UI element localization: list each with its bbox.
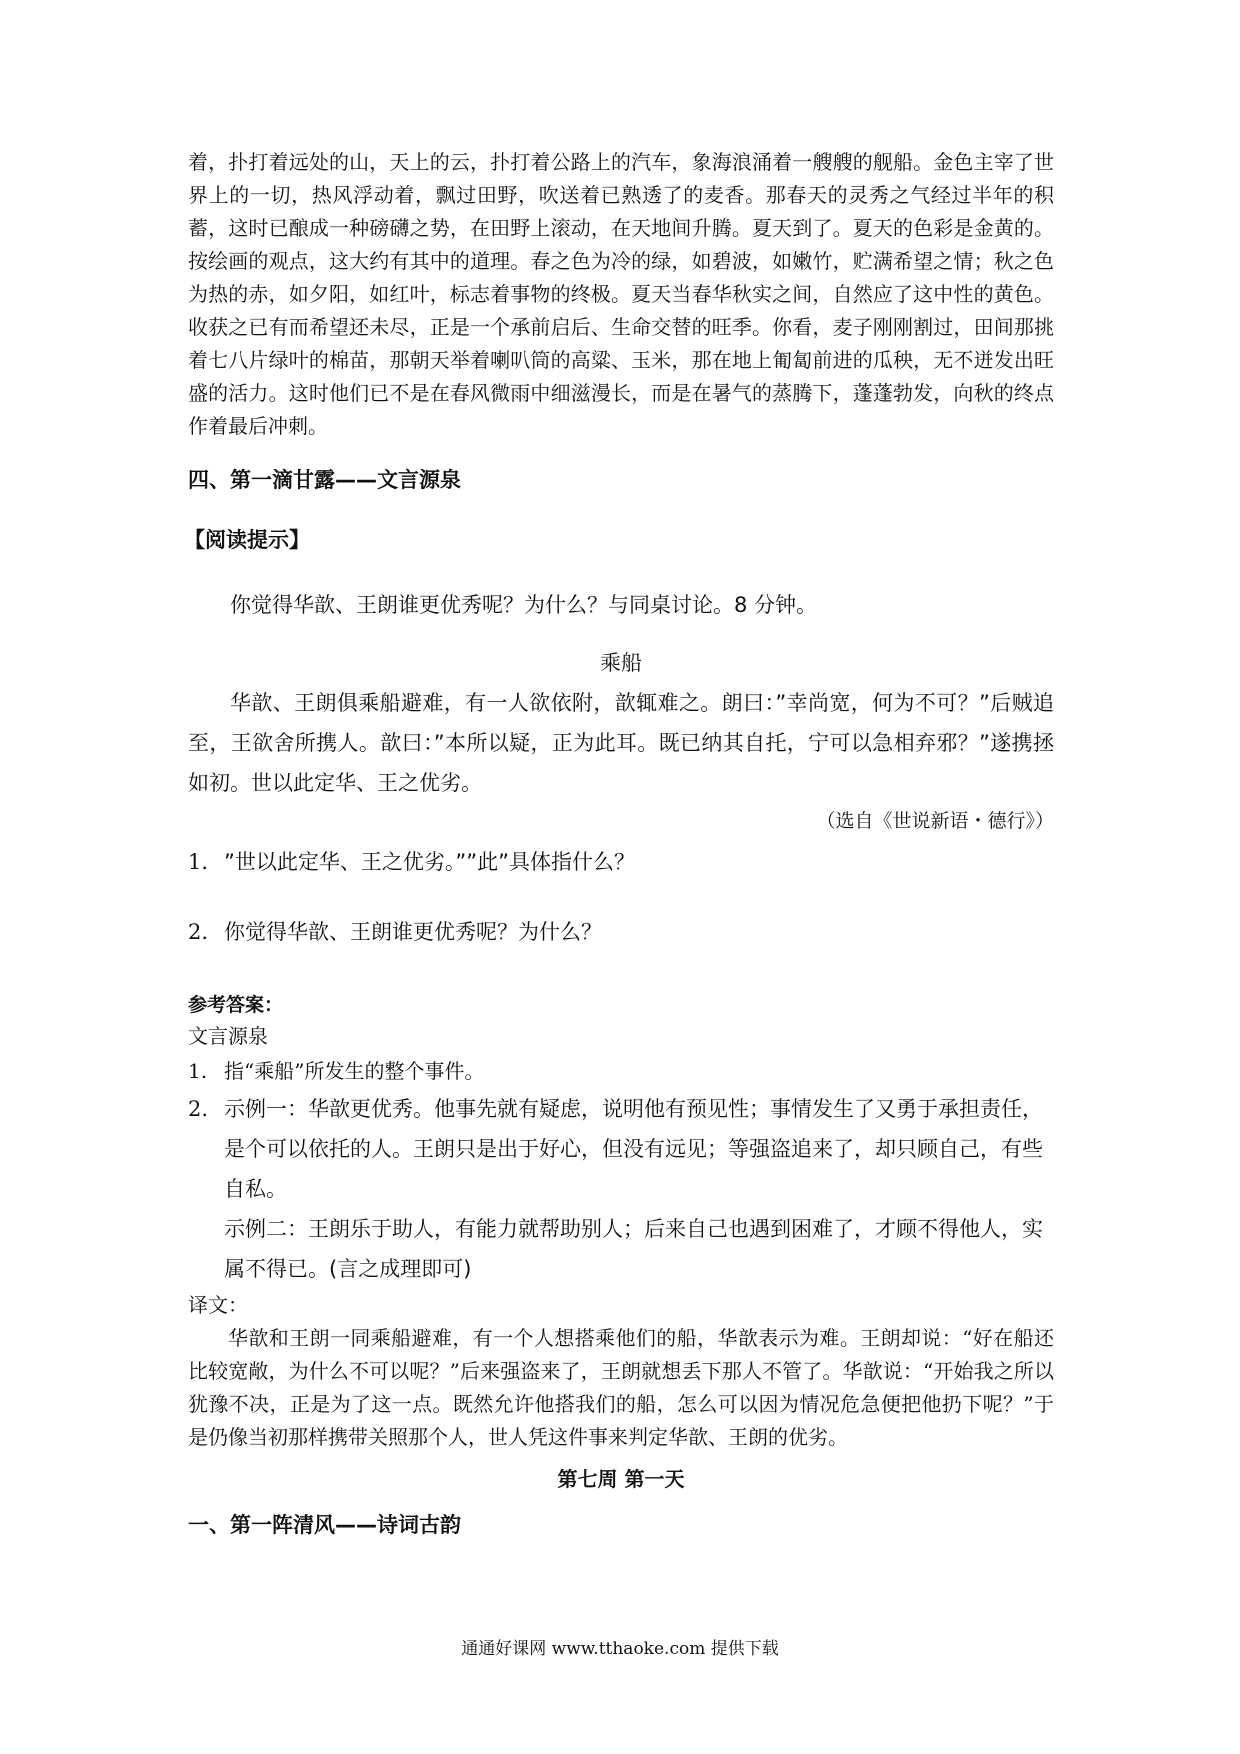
document-page — [184, 146, 1054, 1540]
answer-text: 示例一：华歆更优秀。他事先就有疑虑，说明他有预见性；事情发生了又勇于承担责任，是个可以依托的人。王朗只是出于好心，但没有远见；等强盗追来了，却只顾自己，有些自私。 — [224, 1097, 1043, 1201]
question-number: 1. — [188, 850, 209, 874]
answers-heading: 参考答案： — [188, 994, 284, 1016]
passage-text: 华歆、王朗俱乘船避难，有一人欲依附，歆辄难之。朗曰：”幸尚宽，何为不可？”后贼追至，王欲舍所携人。歆曰：”本所以疑，正为此耳。既已纳其自托，宁可以急相弃邪？”遂携拯如初。世以此定华、王之优劣。 — [188, 691, 1054, 795]
question-text: 你觉得华歆、王朗谁更优秀呢？为什么？ — [224, 920, 602, 944]
answer-item — [188, 1089, 1054, 1209]
passage-source: （选自《世说新语・德行》） — [816, 810, 1054, 832]
translation-label: 译文： — [188, 1293, 248, 1317]
reading-tip-text: 你觉得华歆、王朗谁更优秀呢？为什么？与同桌讨论。8 分钟。 — [230, 593, 818, 617]
answer-number: 2. — [188, 1097, 209, 1121]
answer-item — [188, 1053, 1054, 1089]
answers-subheading: 文言源泉 — [188, 1024, 268, 1048]
answer-example-two: 示例二：王朗乐于助人，有能力就帮助别人；后来自己也遇到困难了，才顾不得他人，实属不得已。(言之成理即可) — [224, 1217, 1043, 1281]
translation-text: 华歆和王朗一同乘船避难，有一个人想搭乘他们的船，华歆表示为难。王朗却说：“好在船还比较宽敞，为什么不可以呢？”后来强盗来了，王朗就想丢下那人不管了。华歆说：“开始我之所以犹豫不决，正是为了这一点。既然允许他搭我们的船，怎么可以因为情况危急便把他扔下呢？”于是仍像当初那样携带关照那个人，世人凭这件事来判定华歆、王朗的优劣。 — [188, 1326, 1054, 1449]
question-list — [188, 842, 1054, 952]
question-number: 2. — [188, 920, 209, 944]
question-item — [188, 912, 1054, 952]
question-item — [188, 842, 1054, 882]
page-footer: 通通好课网 www.tthaoke.com 提供下载 — [461, 1639, 779, 1659]
answer-text: 指“乘船”所发生的整个事件。 — [224, 1059, 485, 1083]
answer-number: 1. — [188, 1059, 208, 1083]
question-text: ”世以此定华、王之优劣。””此”具体指什么？ — [224, 850, 636, 874]
reading-tip-label: 【阅读提示】 — [184, 528, 310, 552]
week-heading: 第七周 第一天 — [557, 1467, 685, 1491]
section1-heading: 一、第一阵清风——诗词古韵 — [188, 1513, 461, 1537]
passage-title: 乘船 — [600, 651, 642, 675]
intro-paragraph: 着，扑打着远处的山，天上的云，扑打着公路上的汽车，象海浪涌着一艘艘的舰船。金色主宰了世界上的一切，热风浮动着，飘过田野，吹送着已熟透了的麦香。那春天的灵秀之气经过半年的积蓄，这时已酿成一种磅礴之势，在田野上滚动，在天地间升腾。夏天到了。夏天的色彩是金黄的。按绘画的观点，这大约有其中的道理。春之色为冷的绿，如碧波，如嫩竹，贮满希望之情；秋之色为热的赤，如夕阳，如红叶，标志着事物的终极。夏天当春华秋实之间，自然应了这中性的黄色。收获之已有而希望还未尽，正是一个承前启后、生命交替的旺季。你看，麦子刚刚割过，田间那挑着七八片绿叶的棉苗，那朝天举着喇叭筒的高粱、玉米，那在地上匍匐前进的瓜秧，无不迸发出旺盛的活力。这时他们已不是在春风微雨中细滋漫长，而是在暑气的蒸腾下，蓬蓬勃发，向秋的终点作着最后冲刺。 — [188, 150, 1054, 438]
section4-heading: 四、第一滴甘露——文言源泉 — [188, 468, 461, 492]
